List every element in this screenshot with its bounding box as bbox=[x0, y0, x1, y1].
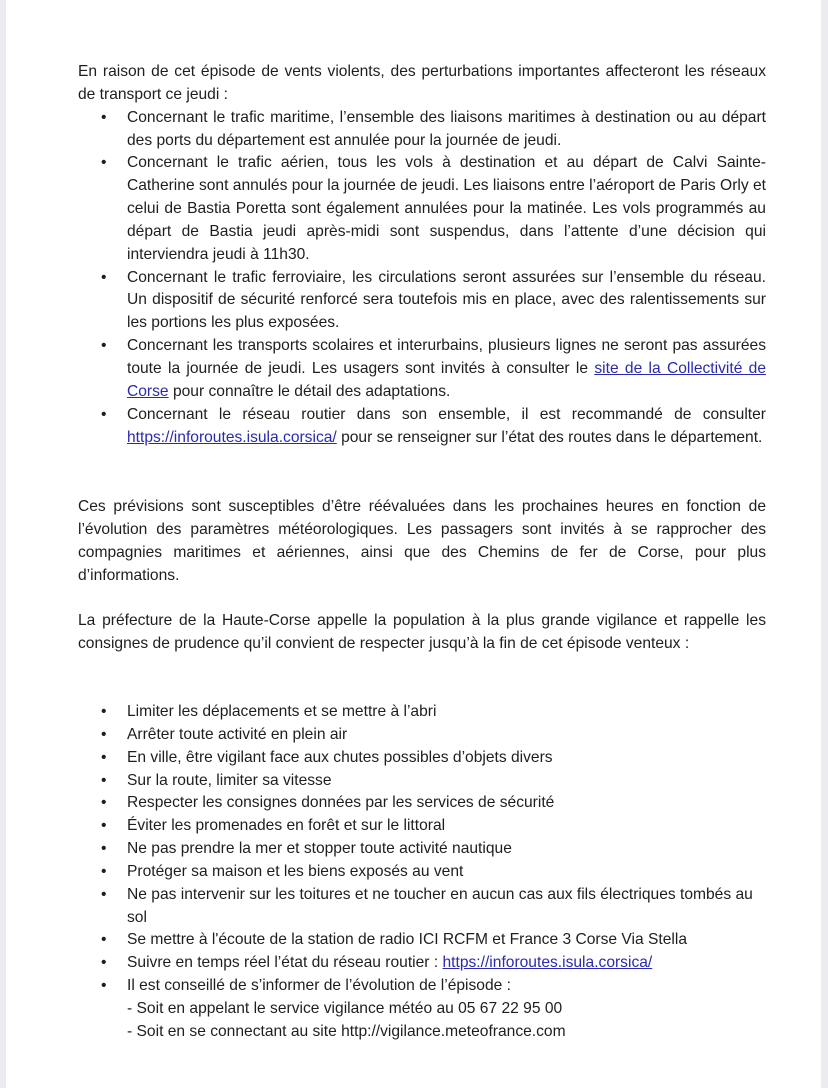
bullet: • bbox=[101, 771, 107, 789]
collectivite-link[interactable]: site de la Collectivité de Corse bbox=[127, 359, 766, 400]
item-text: Sur la route, limiter sa vitesse bbox=[127, 771, 332, 789]
bullet: • bbox=[101, 840, 107, 858]
item-text: Se mettre à l'écoute de la station de radio ICI RCFM et France 3 Corse Via Stella bbox=[127, 931, 687, 949]
list-item-maritime bbox=[78, 107, 766, 153]
item-text: Ne pas prendre la mer et stopper toute activité nautique bbox=[127, 840, 512, 858]
inforoutes-link[interactable]: https://inforoutes.isula.corsica/ bbox=[127, 428, 337, 446]
list-item-school-transport bbox=[78, 335, 766, 404]
bullet: • bbox=[101, 977, 107, 995]
bullet: • bbox=[101, 817, 107, 835]
item-text: Protéger sa maison et les biens exposés au vent bbox=[127, 862, 464, 880]
safety-item bbox=[78, 770, 766, 793]
transport-list bbox=[78, 107, 766, 450]
item-text: Suivre en temps réel l’état du réseau routier : bbox=[127, 954, 443, 972]
forecast-paragraph: Ces prévisions sont susceptibles d’être réévaluées dans les prochaines heures en fonction de l’évolution des paramètres météorologiques. Les passagers sont invités à se rapprocher des compagnies maritimes et aériennes, ainsi que des Chemins de fer de Corse, pour plus d’informations. bbox=[78, 498, 766, 584]
item-text: Arrêter toute activité en plein air bbox=[127, 725, 348, 743]
inforoutes-link-2[interactable]: https://inforoutes.isula.corsica/ bbox=[442, 954, 653, 972]
bullet: • bbox=[101, 268, 107, 286]
item-text: Éviter les promenades en forêt et sur le littoral bbox=[127, 817, 446, 835]
page-edge-right bbox=[821, 0, 828, 1088]
safety-item bbox=[78, 747, 766, 770]
safety-section bbox=[78, 701, 766, 1044]
item-text: Concernant les transports scolaires et interurbains, plusieurs lignes ne seront pas assurées toute la journée de jeudi. Les usagers sont invités à consulter le bbox=[127, 337, 766, 377]
item-text: pour connaître le détail des adaptations. bbox=[168, 382, 451, 400]
safety-item bbox=[78, 792, 766, 815]
bullet: • bbox=[101, 954, 107, 972]
safety-item bbox=[78, 724, 766, 747]
list-item-air bbox=[78, 152, 766, 266]
safety-item bbox=[78, 861, 766, 884]
prefecture-section bbox=[78, 610, 766, 656]
bullet: • bbox=[101, 337, 107, 355]
item-text: pour se renseigner sur l’état des routes dans le département. bbox=[336, 428, 763, 446]
list-item-roads bbox=[78, 404, 766, 450]
bullet: • bbox=[101, 885, 107, 903]
safety-list bbox=[78, 701, 766, 952]
list-item-rail bbox=[78, 267, 766, 336]
item-text: Respecter les consignes données par les services de sécurité bbox=[127, 794, 555, 812]
list-item-roads-realtime bbox=[78, 952, 766, 975]
item-text: Concernant le trafic ferroviaire, les circulations seront assurées sur l’ensemble du réseau. Un dispositif de sécurité renforcé sera toutefois mis en place, avec des ralentissements sur les portions les plus exposées. bbox=[127, 268, 766, 332]
item-text: Concernant le trafic maritime, l’ensemble des liaisons maritimes à destination ou au départ des ports du département est annulée pour la journée de jeudi. bbox=[127, 108, 766, 149]
safety-item bbox=[78, 884, 766, 930]
bullet: • bbox=[101, 794, 107, 812]
item-text: Limiter les déplacements et se mettre à l’abri bbox=[127, 703, 437, 720]
item-text: Concernant le réseau routier dans son ensemble, il est recommandé de consulter bbox=[127, 405, 766, 423]
safety-list-extra bbox=[78, 952, 766, 1043]
prefecture-paragraph: La préfecture de la Haute-Corse appelle la population à la plus grande vigilance et rappelle les consignes de prudence qu’il convient de respecter jusqu’à la fin de cet épisode venteux : bbox=[78, 612, 766, 652]
bullet: • bbox=[101, 154, 107, 172]
bullet: • bbox=[101, 108, 107, 126]
bullet: • bbox=[101, 748, 107, 766]
bullet: • bbox=[101, 405, 107, 423]
sub-item-phone: - Soit en appelant le service vigilance météo au 05 67 22 95 00 bbox=[127, 999, 563, 1017]
safety-item bbox=[78, 838, 766, 861]
safety-item bbox=[78, 701, 766, 724]
forecast-section bbox=[78, 496, 766, 587]
sub-item-website: - Soit en se connectant au site http://vigilance.meteofrance.com bbox=[127, 1022, 566, 1040]
bullet: • bbox=[101, 703, 107, 720]
item-text: Concernant le trafic aérien, tous les vols à destination et au départ de Calvi Sainte-Catherine sont annulés pour la journée de jeudi. Les liaisons entre l’aéroport de Paris Orly et celui de Bastia Poretta sont également annulées pour la matinée. Les vols programmés au départ de Bastia jeudi après-midi sont suspendus, dans l’attente d’une décision qui interviendra jeudi à 11h30. bbox=[127, 154, 766, 263]
item-text: Il est conseillé de s’informer de l’évolution de l’épisode : bbox=[127, 977, 511, 995]
bullet: • bbox=[101, 862, 107, 880]
safety-item bbox=[78, 815, 766, 838]
list-item-info bbox=[78, 975, 766, 1044]
item-text: Ne pas intervenir sur les toitures et ne toucher en aucun cas aux fils électriques tombés au sol bbox=[127, 885, 753, 926]
transport-section bbox=[78, 61, 766, 449]
bullet: • bbox=[101, 931, 107, 949]
item-text: En ville, être vigilant face aux chutes possibles d’objets divers bbox=[127, 748, 553, 766]
intro-paragraph: En raison de cet épisode de vents violents, des perturbations importantes affecteront les réseaux de transport ce jeudi : bbox=[78, 63, 766, 103]
page-edge-left bbox=[0, 0, 6, 1088]
bullet: • bbox=[101, 725, 107, 743]
safety-item bbox=[78, 929, 766, 952]
